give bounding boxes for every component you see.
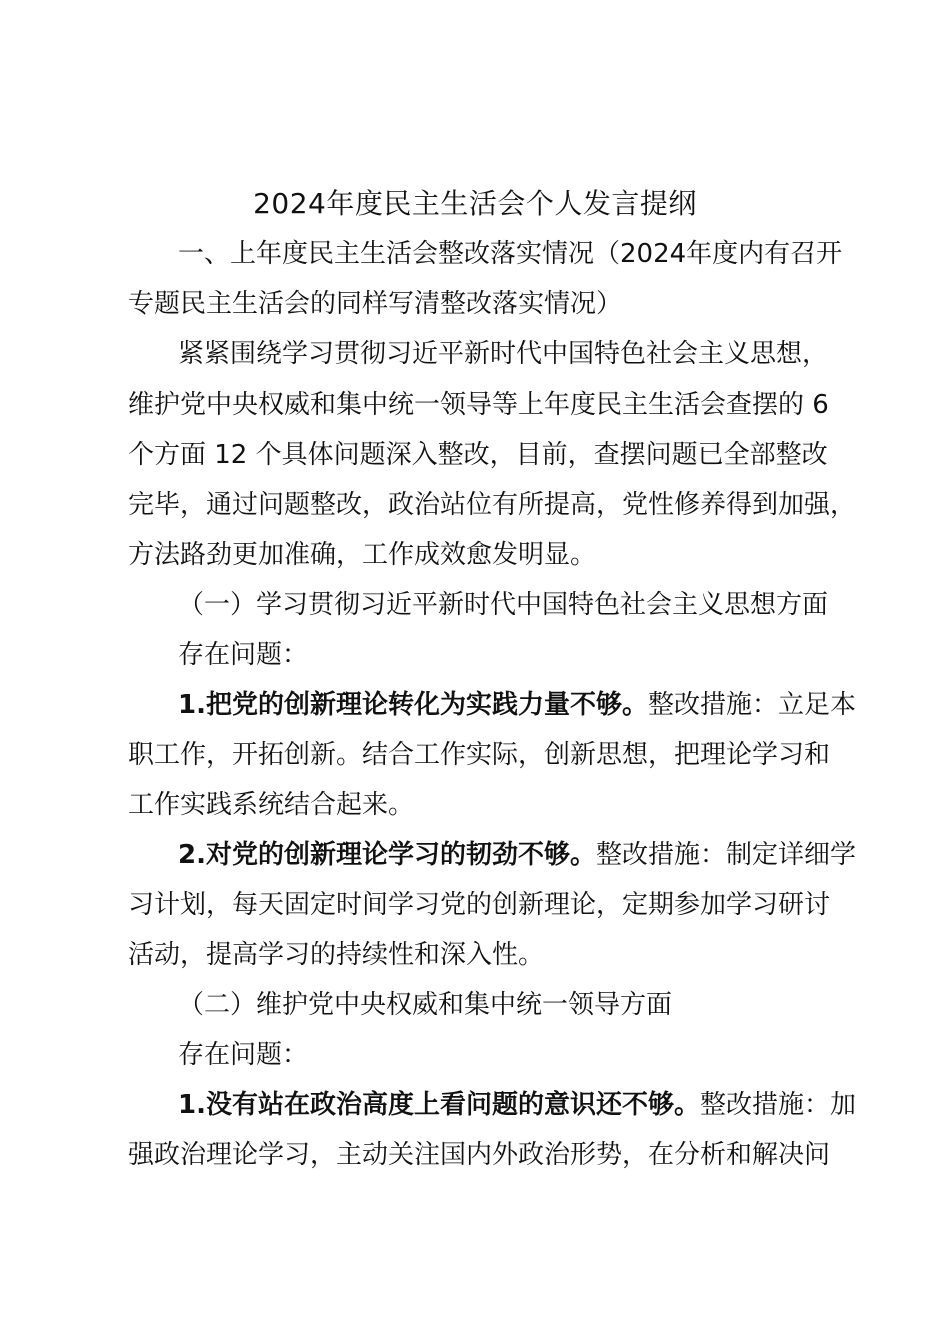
problem-title: 1.没有站在政治高度上看问题的意识还不够。 (178, 1090, 700, 1120)
document-title: 2024年度民主生活会个人发言提纲 (253, 187, 697, 220)
measure-text: 整改措施：加 (699, 1090, 856, 1120)
paragraph-line: 习计划，每天固定时间学习党的创新理论，定期参加学习研讨 (128, 890, 831, 920)
section-heading-1-cont: 专题民主生活会的同样写清整改落实情况） (128, 289, 623, 319)
paragraph-line: 完毕，通过问题整改，政治站位有所提高，党性修养得到加强， (128, 490, 857, 520)
problem-item-3 (178, 1087, 856, 1123)
measure-text: 整改措施：立足本 (647, 690, 856, 720)
problem-title: 1.把党的创新理论转化为实践力量不够。 (178, 690, 648, 720)
paragraph-line: 活动，提高学习的持续性和深入性。 (128, 940, 545, 970)
problem-item-2 (178, 837, 856, 873)
paragraph-line: 职工作，开拓创新。结合工作实际，创新思想，把理论学习和 (128, 740, 831, 770)
problem-item-1 (178, 687, 856, 723)
problems-label: 存在问题： (178, 1040, 309, 1070)
problem-title: 2.对党的创新理论学习的韧劲不够。 (178, 840, 596, 870)
paragraph-line: 方法路劲更加准确，工作成效愈发明显。 (128, 540, 597, 570)
paragraph-line: 个方面 12 个具体问题深入整改，目前，查摆问题已全部整改 (128, 440, 828, 470)
problems-label: 存在问题： (178, 640, 309, 670)
subsection-heading-2: （二）维护党中央权威和集中统一领导方面 (178, 990, 673, 1020)
measure-text: 整改措施：制定详细学 (595, 840, 856, 870)
paragraph-line: 维护党中央权威和集中统一领导等上年度民主生活会查摆的 6 (128, 390, 829, 420)
paragraph-line: 强政治理论学习，主动关注国内外政治形势，在分析和解决问 (128, 1140, 831, 1170)
section-heading-1: 一、上年度民主生活会整改落实情况（2024年度内有召开 (178, 239, 843, 269)
subsection-heading-1: （一）学习贯彻习近平新时代中国特色社会主义思想方面 (178, 590, 829, 620)
paragraph-line: 紧紧围绕学习贯彻习近平新时代中国特色社会主义思想， (178, 339, 829, 369)
paragraph-line: 工作实践系统结合起来。 (128, 790, 415, 820)
